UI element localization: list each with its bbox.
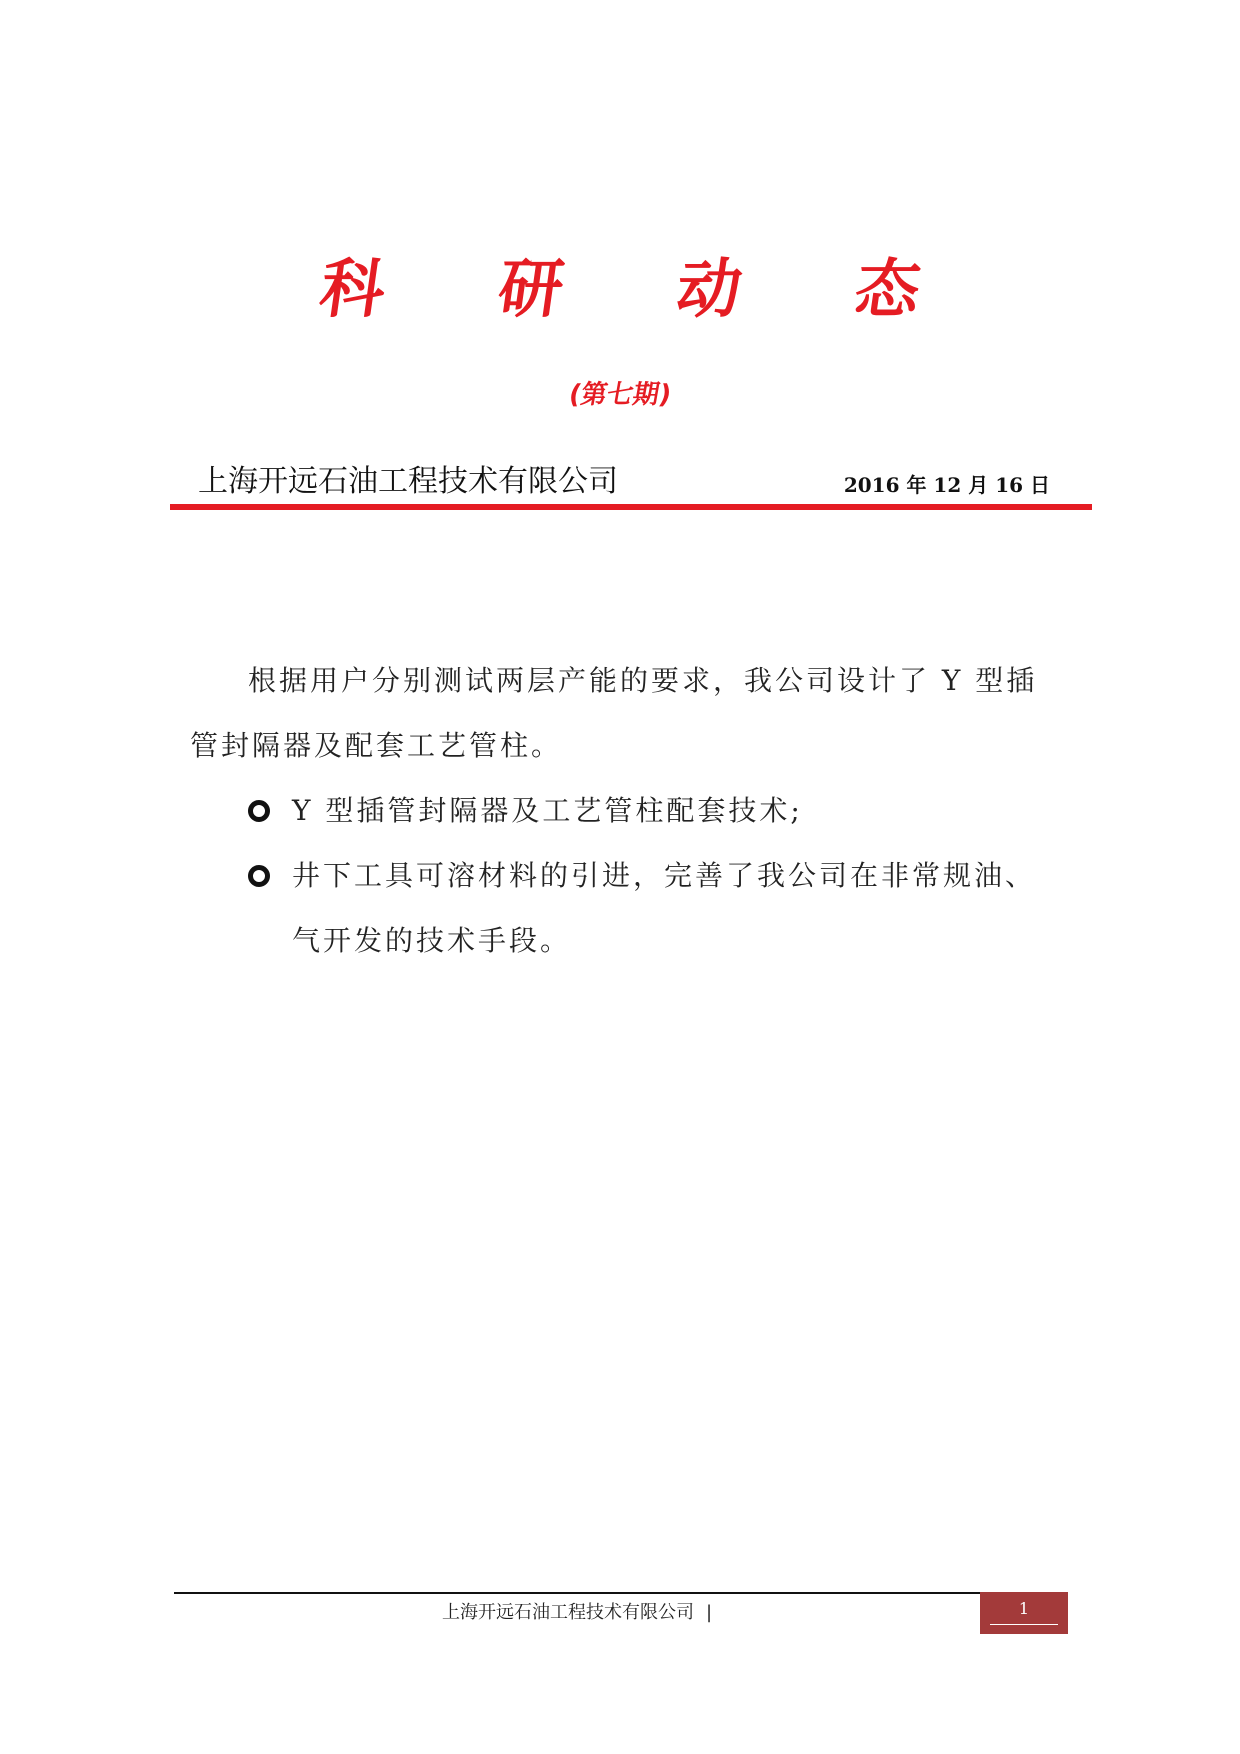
company-name: 上海开远石油工程技术有限公司 [198, 464, 618, 499]
bullet-text: 井下工具可溶材料的引进，完善了我公司在非常规油、气开发的技术手段。 [292, 859, 1037, 957]
page-number-underline [990, 1624, 1058, 1625]
intro-paragraph: 根据用户分别测试两层产能的要求，我公司设计了 Y 型插管封隔器及配套工艺管柱。 [190, 664, 1038, 762]
masthead-divider [170, 504, 1092, 510]
bullet-list [190, 778, 1060, 973]
list-item [190, 843, 1060, 973]
footer [174, 1597, 980, 1629]
footer-company: 上海开远石油工程技术有限公司 [441, 1602, 694, 1623]
bullet-circle-icon [248, 865, 270, 887]
bullet-circle-icon [248, 800, 270, 822]
footer-separator: | [705, 1602, 713, 1623]
page-number-badge [980, 1592, 1068, 1634]
list-item [190, 778, 1060, 843]
issue-date: 2016 年 12 月 16 日 [843, 473, 1050, 497]
newsletter-title: 科 研 动 态 [315, 253, 971, 327]
bullet-text: Y 型插管封隔器及工艺管柱配套技术; [292, 794, 803, 827]
masthead-row [170, 462, 1090, 506]
footer-divider [174, 1592, 980, 1594]
issue-number: (第七期) [566, 380, 674, 410]
article-body [190, 648, 1060, 973]
page-number: 1 [1018, 1599, 1030, 1618]
